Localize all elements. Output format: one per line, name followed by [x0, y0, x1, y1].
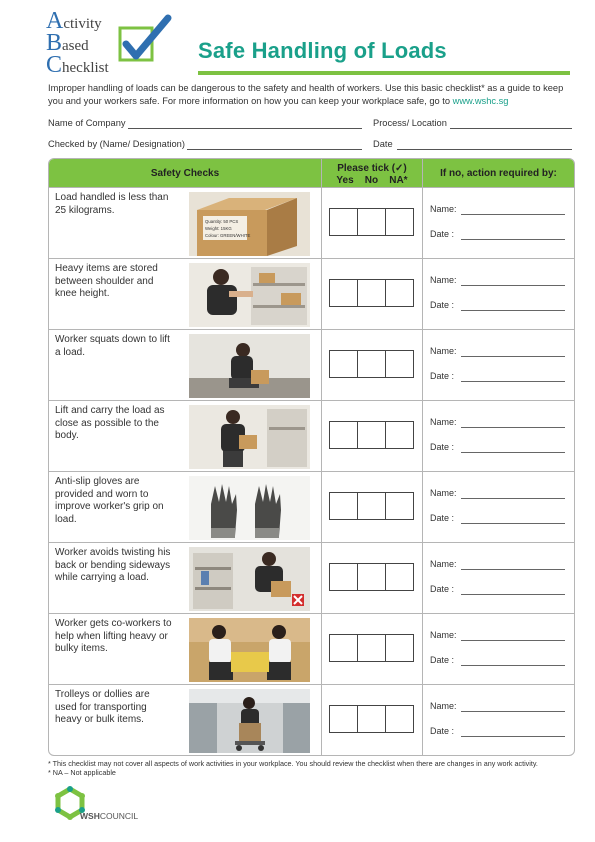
- tick-box-no[interactable]: [357, 421, 386, 449]
- storage-shelf-photo: [189, 263, 310, 327]
- company-label: Name of Company: [48, 118, 126, 128]
- checklist-table: [48, 158, 575, 756]
- action-date-field[interactable]: [461, 310, 565, 311]
- co-workers-lifting-photo: [189, 618, 310, 682]
- action-name-field[interactable]: [461, 640, 565, 641]
- website-link[interactable]: www.wshc.sg: [452, 95, 509, 106]
- process-field[interactable]: [450, 128, 572, 129]
- box-label-colour: Colour: GREEN/WHITE: [205, 233, 251, 238]
- action-name-field[interactable]: [461, 427, 565, 428]
- check-text: Worker gets co-workers to help when lifting heavy or bulky items.: [55, 618, 172, 654]
- tick-box-yes[interactable]: [329, 634, 358, 662]
- trolley-photo: [189, 689, 310, 753]
- tick-box-na[interactable]: [385, 421, 414, 449]
- action-name-field[interactable]: [461, 498, 565, 499]
- table-row: [49, 187, 574, 259]
- worker-squatting-photo: [189, 334, 310, 398]
- title-underline: [198, 71, 570, 75]
- action-date-label: Date :: [430, 513, 455, 523]
- table-row: [49, 613, 574, 685]
- company-field[interactable]: [128, 128, 362, 129]
- page-title: Safe Handling of Loads: [198, 38, 447, 63]
- tick-box-yes[interactable]: [329, 705, 358, 733]
- footnote-checklist-scope: * This checklist may not cover all aspects of work activities in your workplace. You should review the checklist when there are changes in any work activity.: [48, 759, 538, 768]
- tick-box-yes[interactable]: [329, 350, 358, 378]
- check-text: Trolleys or dollies are used for transporting heavy or bulk items.: [55, 689, 150, 725]
- intro-paragraph: [48, 82, 578, 107]
- action-name-label: Name:: [430, 275, 457, 285]
- logo-word-activity: ctivity: [63, 16, 102, 32]
- check-text: Load handled is less than 25 kilograms.: [55, 192, 169, 216]
- table-row: [49, 258, 574, 330]
- action-date-label: Date :: [430, 655, 455, 665]
- carton-box-photo: [189, 192, 310, 256]
- header-yes-no-na: Yes No NA*: [336, 175, 408, 186]
- table-row: [49, 684, 574, 756]
- tick-box-na[interactable]: [385, 705, 414, 733]
- check-text: Worker avoids twisting his back or bending sideways while carrying a load.: [55, 547, 171, 583]
- tick-box-no[interactable]: [357, 563, 386, 591]
- wsh-council-logo: [50, 785, 170, 825]
- action-date-label: Date :: [430, 229, 455, 239]
- logo-word-based: ased: [62, 38, 89, 54]
- action-date-label: Date :: [430, 726, 455, 736]
- action-date-label: Date :: [430, 371, 455, 381]
- action-name-field[interactable]: [461, 356, 565, 357]
- logo-letter-c: C: [46, 52, 63, 78]
- check-text: Heavy items are stored between shoulder and knee height.: [55, 263, 158, 299]
- tick-box-yes[interactable]: [329, 492, 358, 520]
- tick-box-no[interactable]: [357, 705, 386, 733]
- tick-box-na[interactable]: [385, 492, 414, 520]
- header-please-tick: Please tick (✓): [337, 163, 407, 174]
- action-date-label: Date :: [430, 584, 455, 594]
- action-name-label: Name:: [430, 204, 457, 214]
- check-text: Lift and carry the load as close as possible to the body.: [55, 405, 165, 441]
- tick-box-na[interactable]: [385, 208, 414, 236]
- tick-box-no[interactable]: [357, 208, 386, 236]
- tick-box-yes[interactable]: [329, 208, 358, 236]
- process-label: Process/ Location: [373, 118, 447, 128]
- action-date-field[interactable]: [461, 452, 565, 453]
- intro-text: Improper handling of loads can be dangerous to the safety and health of workers. Use this basic checklist* as a guide to keep you and your workers safe. For more information on how you can keep your workplace safe, go to: [48, 83, 564, 106]
- tick-box-yes[interactable]: [329, 421, 358, 449]
- wsh-text: WSH: [80, 811, 100, 821]
- checkmark-icon: [116, 14, 176, 64]
- tick-box-yes[interactable]: [329, 563, 358, 591]
- checked-by-field[interactable]: [187, 149, 362, 150]
- action-date-field[interactable]: [461, 239, 565, 240]
- action-name-field[interactable]: [461, 711, 565, 712]
- table-header: [49, 159, 574, 187]
- header-safety-checks: Safety Checks: [150, 168, 220, 179]
- worker-carrying-photo: [189, 405, 310, 469]
- table-row: [49, 329, 574, 401]
- action-name-field[interactable]: [461, 285, 565, 286]
- tick-box-na[interactable]: [385, 563, 414, 591]
- box-label-quantity: Quantity: 50 PCS: [205, 219, 239, 224]
- action-name-label: Name:: [430, 417, 457, 427]
- tick-box-no[interactable]: [357, 350, 386, 378]
- abc-logo: [46, 8, 176, 78]
- tick-box-na[interactable]: [385, 279, 414, 307]
- tick-box-no[interactable]: [357, 492, 386, 520]
- action-date-label: Date :: [430, 300, 455, 310]
- table-row: [49, 400, 574, 472]
- action-date-field[interactable]: [461, 665, 565, 666]
- date-label: Date: [373, 139, 393, 149]
- logo-word-checklist: hecklist: [62, 60, 109, 76]
- action-name-label: Name:: [430, 488, 457, 498]
- check-text: Worker squats down to lift a load.: [55, 334, 170, 358]
- action-name-label: Name:: [430, 346, 457, 356]
- tick-box-na[interactable]: [385, 634, 414, 662]
- council-text: COUNCIL: [99, 811, 139, 821]
- action-name-field[interactable]: [461, 569, 565, 570]
- action-name-label: Name:: [430, 701, 457, 711]
- table-row: [49, 471, 574, 543]
- action-date-field[interactable]: [461, 381, 565, 382]
- table-row: [49, 542, 574, 614]
- action-date-label: Date :: [430, 442, 455, 452]
- check-text: Anti-slip gloves are provided and worn to improve worker's grip on load.: [55, 476, 164, 525]
- logo-letter-b: B: [46, 30, 63, 56]
- anti-slip-gloves-photo: [189, 476, 310, 540]
- logo-letter-a: A: [46, 8, 64, 34]
- action-name-label: Name:: [430, 630, 457, 640]
- action-name-field[interactable]: [461, 214, 565, 215]
- tick-box-na[interactable]: [385, 350, 414, 378]
- action-date-field[interactable]: [461, 594, 565, 595]
- tick-box-yes[interactable]: [329, 279, 358, 307]
- action-date-field[interactable]: [461, 736, 565, 737]
- worker-twisting-photo: [189, 547, 310, 611]
- tick-box-no[interactable]: [357, 634, 386, 662]
- footnote-na: * NA – Not applicable: [48, 768, 116, 777]
- header-action-required: If no, action required by:: [440, 168, 557, 179]
- tick-box-no[interactable]: [357, 279, 386, 307]
- date-field[interactable]: [397, 149, 572, 150]
- action-date-field[interactable]: [461, 523, 565, 524]
- box-label-weight: Weight: 15KG: [205, 226, 232, 231]
- checked-by-label: Checked by (Name/ Designation): [48, 139, 185, 149]
- action-name-label: Name:: [430, 559, 457, 569]
